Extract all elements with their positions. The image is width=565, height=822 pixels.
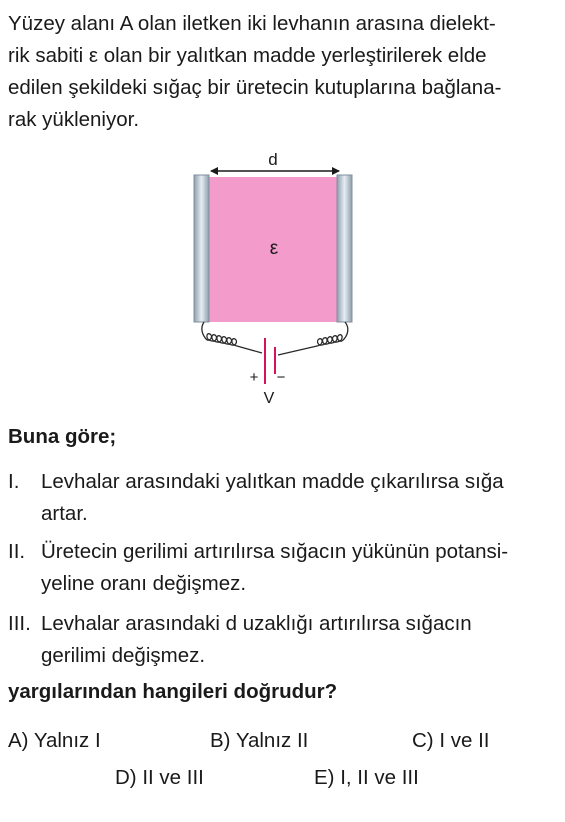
- capacitor-figure: [180, 148, 380, 418]
- intro-line-3: edilen şekildeki sığaç bir üretecin kutuplarına bağlana-: [8, 76, 502, 99]
- option-d[interactable]: D) II ve III: [115, 766, 204, 789]
- option-e[interactable]: E) I, II ve III: [314, 766, 419, 789]
- distance-label: d: [268, 150, 278, 169]
- intro-line-4: rak yükleniyor.: [8, 108, 140, 131]
- statement-text: Üretecin gerilimi artırılırsa sığacın yükünün potansi-: [41, 540, 509, 563]
- statement-text: gerilimi değişmez.: [41, 644, 206, 667]
- statement-number: III.: [8, 612, 31, 635]
- battery-plus-label: +: [249, 369, 259, 386]
- left-wire: [202, 322, 262, 353]
- battery-minus-label: −: [276, 369, 286, 386]
- intro-line-2: rik sabiti ε olan bir yalıtkan madde yerleştirilerek elde: [8, 44, 487, 67]
- option-a[interactable]: A) Yalnız I: [8, 729, 101, 752]
- option-c[interactable]: C) I ve II: [412, 729, 490, 752]
- question-closing: yargılarından hangileri doğrudur?: [8, 680, 338, 703]
- statement-text: yeline oranı değişmez.: [41, 572, 247, 595]
- right-plate: [337, 175, 352, 322]
- statement-number: II.: [8, 540, 26, 563]
- statement-text: Levhalar arasındaki yalıtkan madde çıkarılırsa sığa: [41, 470, 504, 493]
- intro-line-1: Yüzey alanı A olan iletken iki levhanın arasına dielekt-: [8, 12, 496, 35]
- statement-text: artar.: [41, 502, 88, 525]
- left-plate: [194, 175, 209, 322]
- option-b[interactable]: B) Yalnız II: [210, 729, 309, 752]
- statement-number: I.: [8, 470, 20, 493]
- question-intro: [8, 8, 548, 136]
- dielectric-label: ε: [269, 238, 279, 259]
- right-wire: [278, 322, 348, 355]
- capacitor-diagram: [180, 148, 380, 418]
- voltage-label: V: [263, 390, 275, 407]
- question-prompt: Buna göre;: [8, 425, 117, 448]
- statement-text: Levhalar arasındaki d uzaklığı artırılırsa sığacın: [41, 612, 472, 635]
